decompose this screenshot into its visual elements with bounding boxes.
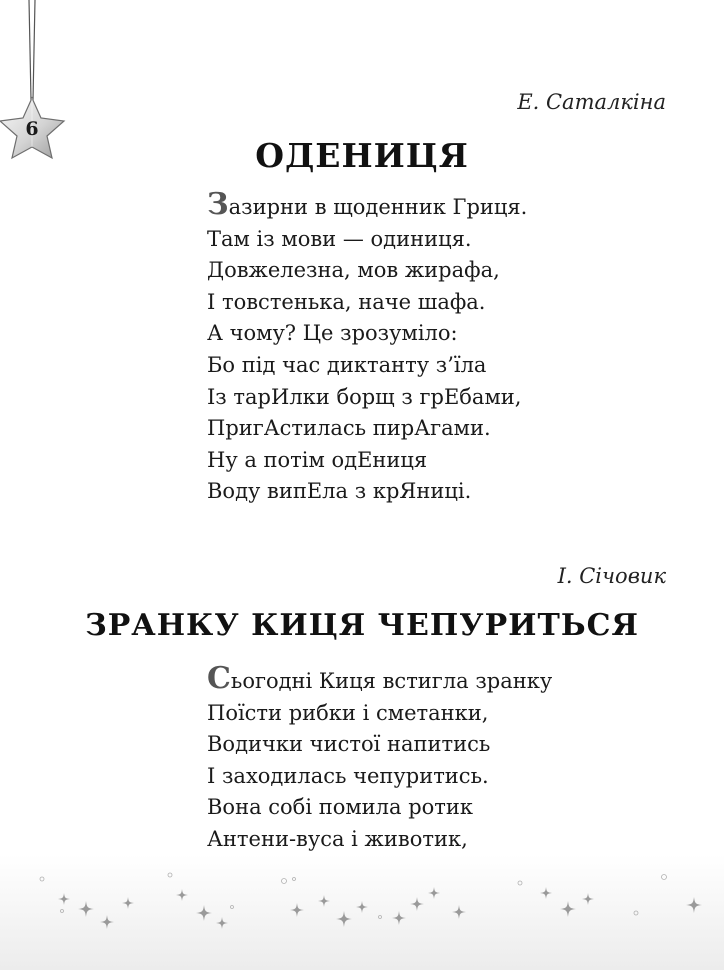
poem2-line: Водички чистої напитись [207,732,491,757]
poem1-line: Довжелезна, мов жирафа, [207,258,500,283]
poem1-line: Із тарИлки борщ з грЕбами, [207,384,522,409]
poem1-line: А чому? Це зрозуміло: [207,321,458,346]
poem2-line-1: Сьогодні Киця встигла зранку [207,661,553,696]
poem2-line: Поїсти рибки і сметанки, [207,700,489,725]
poem1-line: Там із мови — одиниця. [207,226,472,251]
page-number: 6 [25,118,39,140]
poem1-line: Ну а потім одЕниця [207,447,428,472]
poem2-body [207,661,687,856]
poem1-dropcap: З [207,187,229,222]
poem2-line: І заходилась чепуритись. [207,763,489,788]
poem2-title: ЗРАНКУ КИЦЯ ЧЕПУРИТЬСЯ [85,608,639,643]
poem1-body [207,187,687,508]
poem1-line: І товстенька, наче шафа. [207,289,486,314]
poem1-line: Бо під час диктанту з’їла [207,352,487,377]
poem1-line: ПригАстилась пирАгами. [207,416,491,441]
poem2-author: І. Січовик [557,564,666,588]
poem1-title: ОДЕНИЦЯ [255,136,469,175]
poem2-dropcap: С [207,661,231,696]
sparkles-decoration [0,855,724,970]
poem2-line: Вона собі помила ротик [207,795,474,820]
poem2-line: Антени-вуса і животик, [207,826,468,851]
poem1-author: Е. Саталкіна [517,90,666,114]
poem1-line: Воду випЕла з крЯниці. [207,479,472,504]
poem1-line-1: Зазирни в щоденник Гриця. [207,187,528,222]
